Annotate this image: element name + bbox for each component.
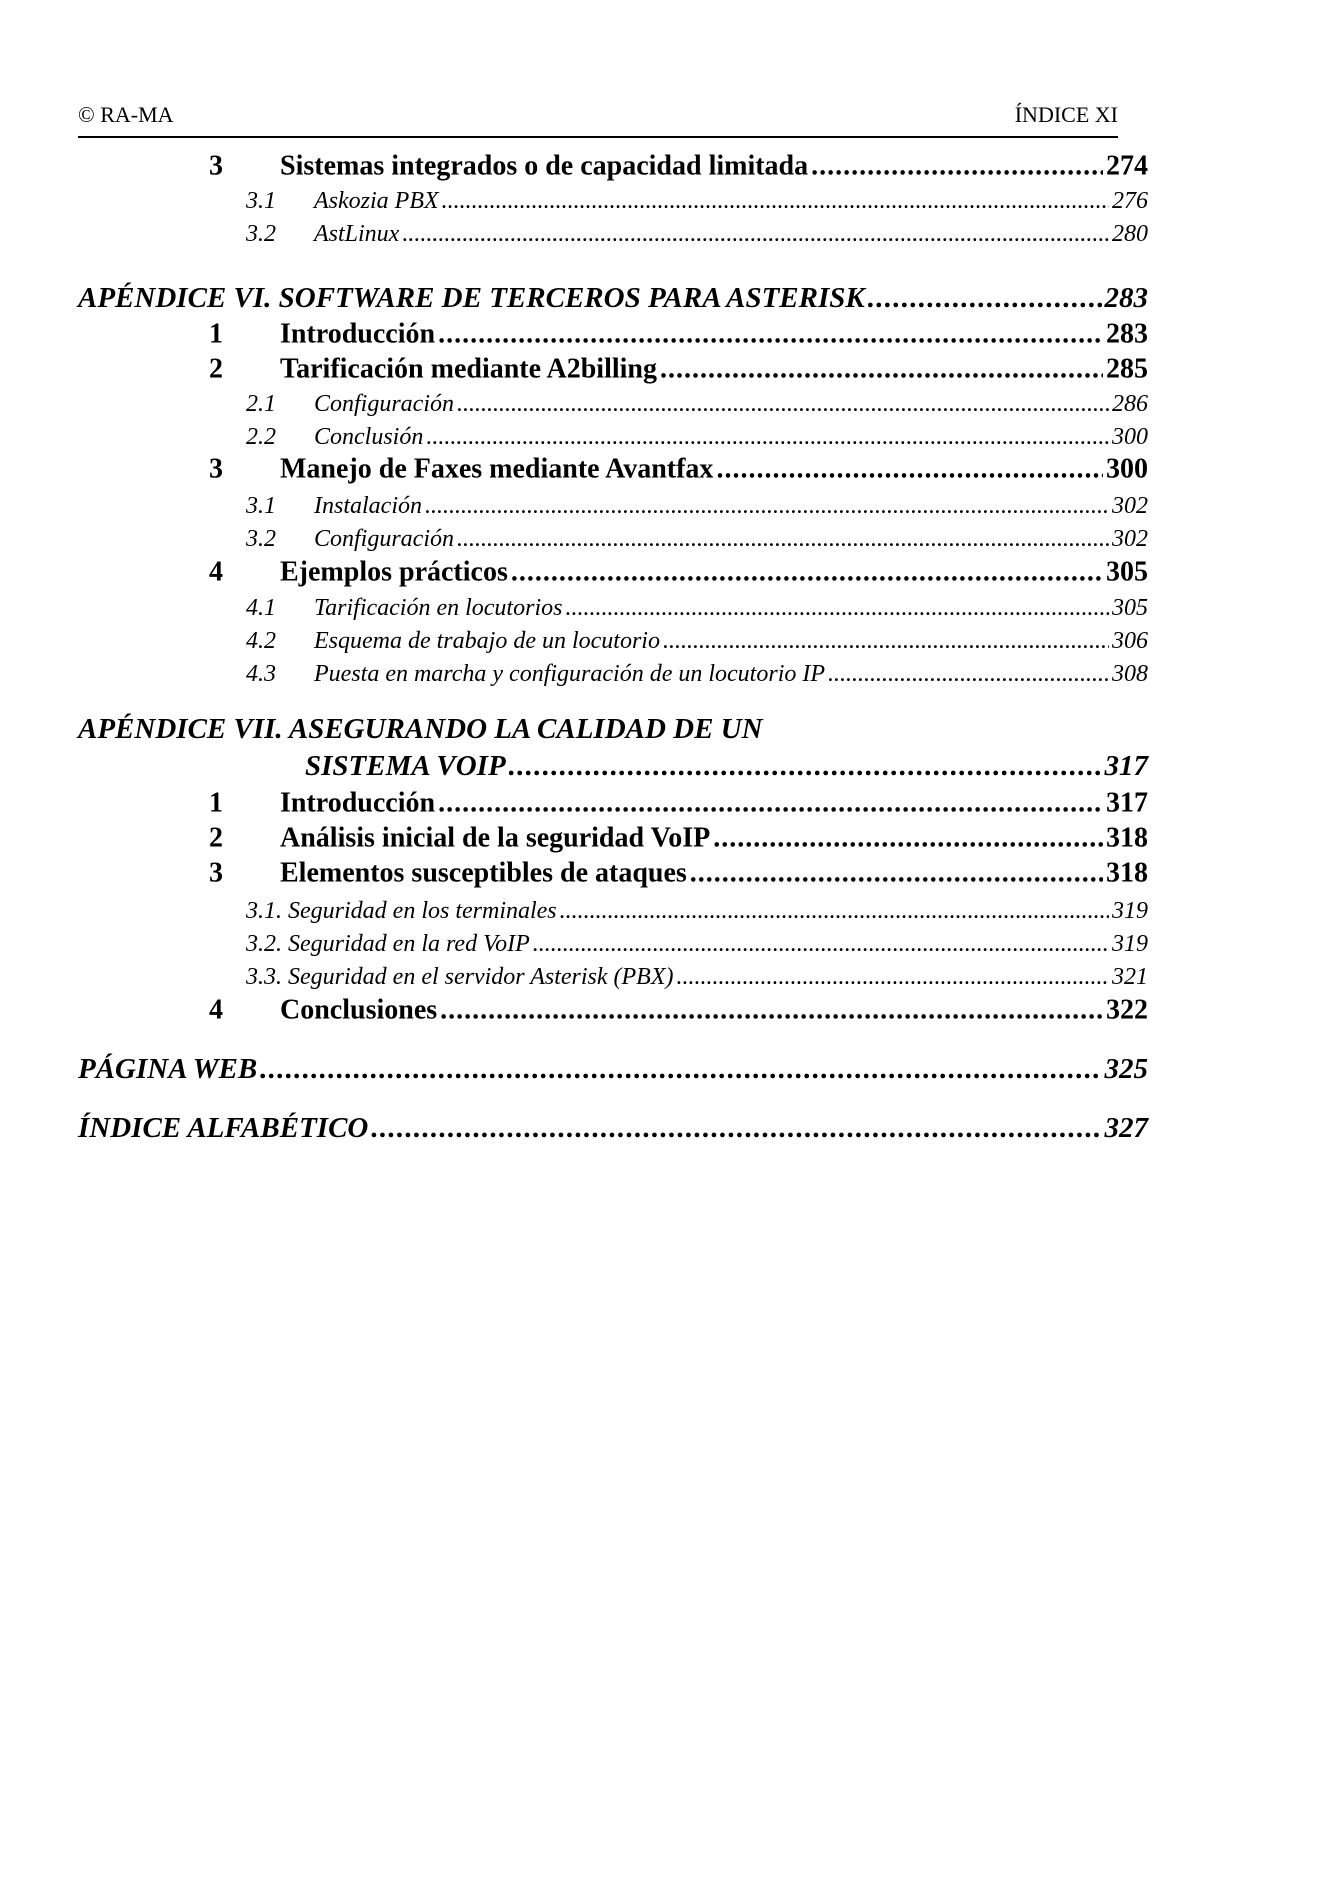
entry-page-number: 302: [1112, 492, 1148, 519]
entry-number: 3.2: [246, 525, 276, 552]
entry-page-number: 286: [1112, 390, 1148, 417]
entry-number: 4.2: [246, 627, 276, 654]
toc-entry: [280, 150, 1148, 182]
entry-title: 3.1. Seguridad en los terminales: [246, 897, 557, 924]
entry-title: Ejemplos prácticos: [280, 556, 508, 588]
entry-page-number: 276: [1112, 187, 1148, 214]
dot-leader: [811, 153, 1103, 181]
dot-leader: [426, 425, 1109, 449]
entry-title: Instalación: [314, 492, 422, 519]
entry-number: 4.3: [246, 660, 276, 687]
dot-leader: [509, 752, 1102, 781]
entry-title: APÉNDICE VI. SOFTWARE DE TERCEROS PARA ASTERISK: [78, 281, 865, 314]
toc-entry: [314, 425, 1148, 449]
entry-title: Conclusión: [314, 423, 424, 450]
entry-page-number: 285: [1106, 353, 1148, 385]
dot-leader: [716, 456, 1103, 484]
entry-page-number: 319: [1112, 930, 1148, 957]
entry-page-number: 308: [1112, 660, 1148, 687]
dot-leader: [565, 596, 1109, 620]
dot-leader: [713, 825, 1103, 853]
toc-entry: [280, 556, 1148, 588]
dot-leader: [371, 1114, 1101, 1143]
entry-title: Puesta en marcha y configuración de un locutorio IP: [314, 660, 826, 687]
dot-leader: [660, 356, 1103, 384]
toc-entry: [280, 453, 1148, 485]
toc-entry: [280, 822, 1148, 854]
entry-title: Conclusiones: [280, 994, 438, 1026]
entry-page-number: 300: [1112, 423, 1148, 450]
dot-leader: [560, 899, 1109, 923]
entry-title: Análisis inicial de la seguridad VoIP: [280, 822, 711, 854]
entry-page-number: 318: [1106, 857, 1148, 889]
dot-leader: [440, 997, 1103, 1025]
entry-title: ÍNDICE ALFABÉTICO: [78, 1111, 369, 1144]
entry-title: Elementos susceptibles de ataques: [280, 857, 687, 889]
entry-number: 4.1: [246, 594, 276, 621]
toc-entry: [280, 353, 1148, 385]
dot-leader: [425, 494, 1109, 518]
dot-leader: [533, 932, 1109, 956]
entry-number: 3.1: [246, 187, 276, 214]
entry-number: 3: [209, 857, 223, 889]
toc-entry: [280, 857, 1148, 889]
running-title: ÍNDICE XI: [1014, 102, 1118, 127]
entry-number: 1: [209, 787, 223, 819]
entry-page-number: 280: [1112, 220, 1148, 247]
toc-entry: [314, 189, 1148, 213]
toc-entry: [78, 281, 1148, 314]
toc-entry: [78, 712, 763, 745]
dot-leader: [438, 790, 1103, 818]
toc-entry: [314, 629, 1148, 653]
dot-leader: [676, 965, 1109, 989]
entry-page-number: 305: [1112, 594, 1148, 621]
entry-title: APÉNDICE VII. ASEGURANDO LA CALIDAD DE UN: [78, 712, 763, 745]
entry-title: Configuración: [314, 525, 455, 552]
dot-leader: [690, 860, 1103, 888]
toc-entry: [246, 965, 1148, 989]
entry-page-number: 302: [1112, 525, 1148, 552]
toc-entry: [314, 222, 1148, 246]
toc-entry: [280, 787, 1148, 819]
entry-title: 3.2. Seguridad en la red VoIP: [246, 930, 530, 957]
entry-number: 1: [209, 318, 223, 350]
entry-title: Configuración: [314, 390, 455, 417]
entry-page-number: 327: [1104, 1111, 1148, 1144]
entry-number: 2: [209, 822, 223, 854]
entry-number: 3.2: [246, 220, 276, 247]
toc-entry: [314, 596, 1148, 620]
dot-leader: [402, 222, 1109, 246]
dot-leader: [260, 1055, 1101, 1084]
entry-title: Introducción: [280, 787, 436, 819]
toc-entry: [78, 1052, 1148, 1085]
entry-page-number: 325: [1104, 1052, 1148, 1085]
entry-page-number: 319: [1112, 897, 1148, 924]
entry-page-number: 321: [1112, 963, 1148, 990]
toc-entry: [280, 318, 1148, 350]
dot-leader: [457, 527, 1109, 551]
toc-entry: [246, 899, 1148, 923]
dot-leader: [868, 284, 1102, 313]
entry-page-number: 283: [1106, 318, 1148, 350]
entry-number: 2.1: [246, 390, 276, 417]
entry-title: Askozia PBX: [314, 187, 439, 214]
toc-entry: [314, 392, 1148, 416]
entry-title: Manejo de Faxes mediante Avantfax: [280, 453, 714, 485]
toc-entry: [280, 994, 1148, 1026]
entry-number: 3: [209, 150, 223, 182]
entry-number: 2: [209, 353, 223, 385]
dot-leader: [457, 392, 1109, 416]
entry-title: 3.3. Seguridad en el servidor Asterisk (PBX): [246, 963, 674, 990]
dot-leader: [663, 629, 1109, 653]
dot-leader: [438, 321, 1103, 349]
toc-entry: [314, 662, 1148, 686]
entry-title: Tarificación en locutorios: [314, 594, 563, 621]
entry-title: Introducción: [280, 318, 436, 350]
entry-title: Tarificación mediante A2billing: [280, 353, 657, 385]
dot-leader: [828, 662, 1109, 686]
entry-page-number: 318: [1106, 822, 1148, 854]
publisher-mark: © RA-MA: [78, 102, 174, 127]
entry-page-number: 322: [1106, 994, 1148, 1026]
entry-page-number: 300: [1106, 453, 1148, 485]
entry-title: AstLinux: [314, 220, 400, 247]
toc-entry: [314, 494, 1148, 518]
entry-title: Esquema de trabajo de un locutorio: [314, 627, 660, 654]
entry-page-number: 317: [1104, 749, 1148, 782]
entry-number: 3.1: [246, 492, 276, 519]
entry-page-number: 283: [1104, 281, 1148, 314]
entry-page-number: 305: [1106, 556, 1148, 588]
entry-number: 4: [209, 556, 223, 588]
toc-entry: [314, 527, 1148, 551]
dot-leader: [511, 559, 1103, 587]
entry-page-number: 274: [1106, 150, 1148, 182]
entry-title: SISTEMA VOIP: [305, 749, 506, 782]
entry-number: 4: [209, 994, 223, 1026]
toc-entry: [305, 749, 1148, 782]
entry-page-number: 317: [1106, 787, 1148, 819]
entry-title: Sistemas integrados o de capacidad limitada: [280, 150, 809, 182]
entry-page-number: 306: [1112, 627, 1148, 654]
toc-entry: [78, 1111, 1148, 1144]
entry-number: 2.2: [246, 423, 276, 450]
entry-number: 3: [209, 453, 223, 485]
page-header: [78, 100, 1118, 138]
toc-entry: [246, 932, 1148, 956]
entry-title: PÁGINA WEB: [78, 1052, 258, 1085]
dot-leader: [442, 189, 1109, 213]
